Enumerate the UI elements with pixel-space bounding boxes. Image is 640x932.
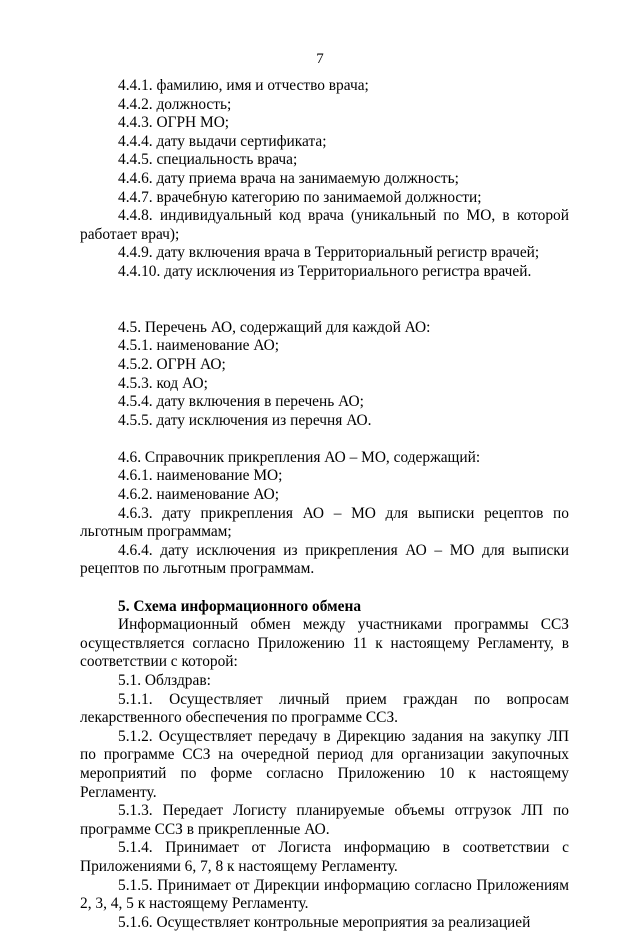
list-item: 4.6.1. наименование МО; (118, 467, 283, 485)
paragraph: 5.1.5. Принимает от Дирекции информацию согласно Приложениям 2, 3, 4, 5 к настоящему Регламенту. (80, 876, 569, 913)
list-item: 4.4.10. дату исключения из Территориального регистра врачей. (118, 262, 532, 280)
list-item: 4.6.2. наименование АО; (118, 486, 280, 504)
list-item: 4.4.6. дату приема врача на занимаемую должность; (118, 169, 459, 187)
list-item: 4.4.4. дату выдачи сертификата; (118, 132, 327, 150)
section-4-5-list (80, 319, 569, 431)
paragraph: 5.1.1. Осуществляет личный прием граждан по вопросам лекарственного обеспечения по программе ССЗ. (80, 690, 569, 727)
list-item: 4.5.1. наименование АО; (118, 337, 280, 355)
list-item: 4.4.8. индивидуальный код врача (уникальный по МО, в которой работает врач); (80, 207, 569, 243)
section-heading: 5. Схема информационного обмена (118, 597, 362, 615)
paragraph: 5.1.4. Принимает от Логиста информацию в соответствии с Приложениями 6, 7, 8 к настоящему Регламенту. (80, 839, 569, 875)
list-item: 4.4.5. специальность врача; (118, 151, 298, 169)
list-item: 4.6.4. дату исключения из прикрепления АО – МО для выписки рецептов по льготным программам. (80, 541, 569, 578)
spacer (80, 579, 569, 598)
paragraph: 5.1.6. Осуществляет контрольные мероприятия за реализацией (118, 913, 531, 931)
list-item: 4.4.1. фамилию, имя и отчество врача; (118, 77, 369, 94)
list-item: 4.4.3. ОГРН МО; (118, 114, 230, 132)
list-item: 4.5.5. дату исключения из перечня АО. (118, 411, 372, 429)
section-4-6-list (80, 449, 569, 579)
list-item: 4.5. Перечень АО, содержащий для каждой АО: (118, 318, 431, 336)
list-item: 4.5.2. ОГРН АО; (118, 355, 226, 373)
list-item: 4.4.7. врачебную категорию по занимаемой должности; (118, 188, 482, 206)
section-4-4-list (80, 77, 569, 282)
document-body (80, 77, 569, 932)
list-item: 4.6.3. дату прикрепления АО – МО для выписки рецептов по льготным программам; (80, 504, 569, 541)
page-number: 7 (316, 51, 324, 67)
paragraph: 5.1.3. Передает Логисту планируемые объемы отгрузок ЛП по программе ССЗ в прикрепленные АО. (80, 802, 569, 838)
section-5-paragraphs (80, 616, 569, 932)
list-item: 4.4.9. дату включения врача в Территориальный регистр врачей; (118, 244, 540, 262)
list-item: 4.6. Справочник прикрепления АО – МО, содержащий: (118, 448, 481, 466)
spacer (80, 430, 569, 449)
list-item: 4.5.3. код АО; (118, 374, 208, 392)
paragraph: 5.1.2. Осуществляет передачу в Дирекцию задания на закупку ЛП по программе ССЗ на очередной период для организации закупочных мероприятий по форме согласно Приложению 10 к настоящему Регламенту. (80, 727, 569, 801)
list-item: 4.5.4. дату включения в перечень АО; (118, 393, 364, 411)
spacer (80, 300, 569, 319)
list-item: 4.4.2. должность; (118, 95, 232, 113)
paragraph: 5.1. Облздрав: (118, 672, 211, 689)
spacer (80, 282, 569, 301)
paragraph: Информационный обмен между участниками программы ССЗ осуществляется согласно Приложению 11 к настоящему Регламенту, в соответствии с которой: (80, 616, 569, 671)
